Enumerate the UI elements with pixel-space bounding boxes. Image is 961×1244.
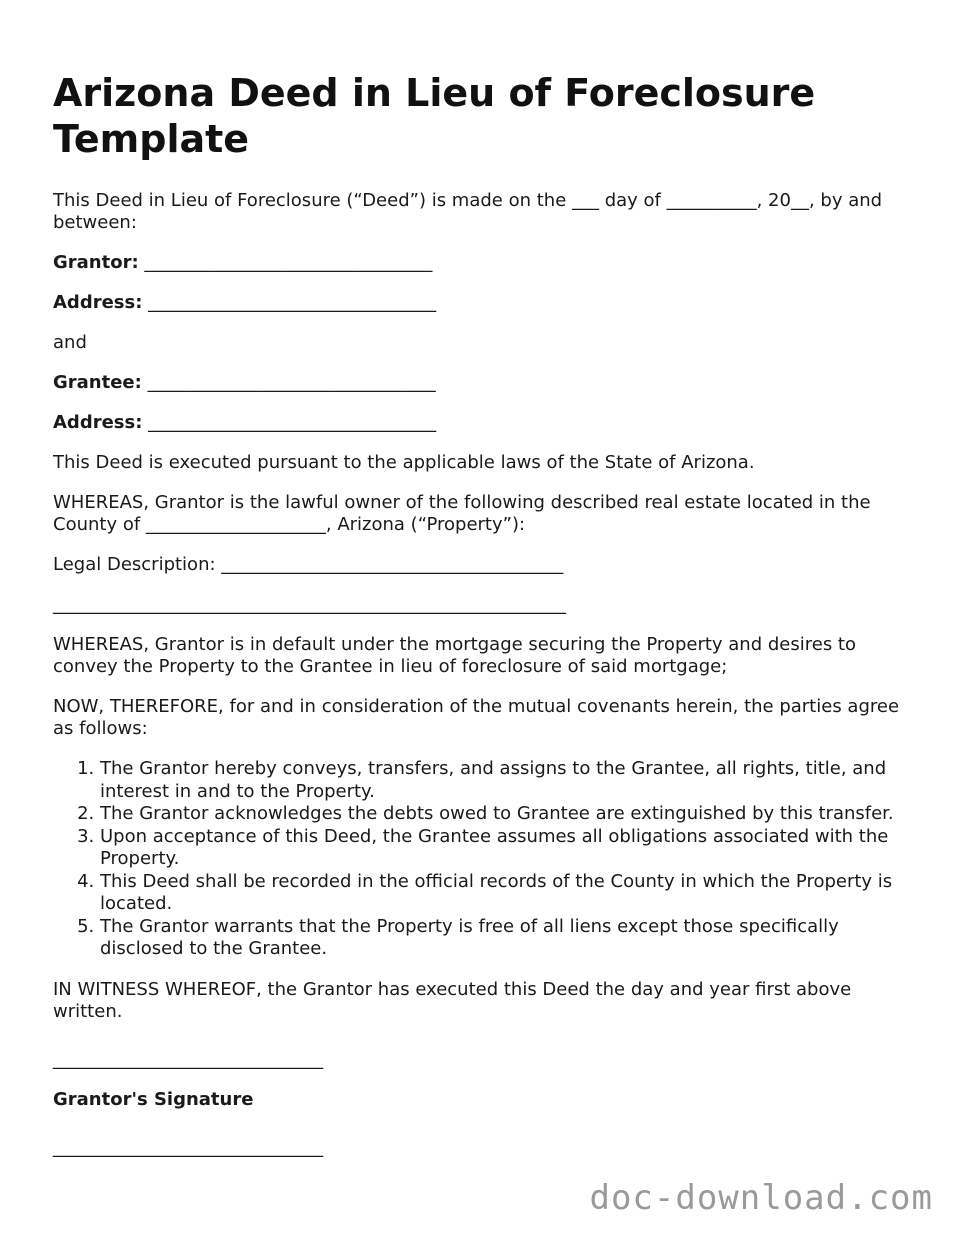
grantee-blank: ________________________________ [147, 372, 436, 393]
grantor-address-field [53, 292, 913, 314]
list-item: 3. Upon acceptance of this Deed, the Grantee assumes all obligations associated with the Property. [100, 826, 913, 871]
watermark: doc-download.com [589, 1178, 933, 1218]
list-item: 4. This Deed shall be recorded in the official records of the County in which the Property is located. [100, 871, 913, 916]
signature-label: Grantor's Signature [53, 1088, 254, 1110]
grantor-address-blank: ________________________________ [148, 292, 437, 313]
signature-line: ______________________________ [53, 1048, 323, 1070]
grantor-field [53, 252, 913, 274]
page-title: Arizona Deed in Lieu of Foreclosure Template [53, 71, 816, 161]
grantor-address-label: Address: [53, 292, 143, 313]
signature-line-2: ______________________________ [53, 1136, 323, 1158]
grantee-address-label: Address: [53, 412, 143, 433]
document-page [53, 70, 913, 1177]
list-item: 2. The Grantor acknowledges the debts owed to Grantee are extinguished by this transfer. [100, 803, 913, 826]
grantee-label: Grantee: [53, 372, 142, 393]
list-item: 5. The Grantor warrants that the Property is free of all liens except those specifically disclosed to the Grantee. [100, 916, 913, 961]
intro-paragraph: This Deed in Lieu of Foreclosure (“Deed”) is made on the ___ day of __________, 20__, by and between: [53, 190, 883, 233]
witness-paragraph: IN WITNESS WHEREOF, the Grantor has executed this Deed the day and year first above written. [53, 978, 852, 1022]
grantee-address-blank: ________________________________ [148, 412, 437, 433]
grantee-field [53, 372, 913, 394]
legal-description-line: Legal Description: ______________________________________ [53, 554, 564, 575]
terms-list [53, 758, 913, 961]
executed-paragraph: This Deed is executed pursuant to the applicable laws of the State of Arizona. [53, 452, 755, 473]
grantee-address-field [53, 412, 913, 434]
and-text: and [53, 332, 87, 353]
legal-description-continuation: _________________________________________________________ [53, 594, 566, 615]
list-item: 1. The Grantor hereby conveys, transfers, and assigns to the Grantee, all rights, title, and interest in and to the Property. [100, 758, 913, 803]
now-therefore-paragraph: NOW, THEREFORE, for and in consideration of the mutual covenants herein, the parties agree as follows: [53, 696, 900, 739]
whereas-owner-paragraph: WHEREAS, Grantor is the lawful owner of the following described real estate located in the County of ____________________, Arizona (“Property”): [53, 492, 871, 535]
grantor-blank: ________________________________ [144, 252, 433, 273]
whereas-default-paragraph: WHEREAS, Grantor is in default under the mortgage securing the Property and desires to convey the Property to the Grantee in lieu of foreclosure of said mortgage; [53, 634, 856, 677]
grantor-label: Grantor: [53, 252, 139, 273]
